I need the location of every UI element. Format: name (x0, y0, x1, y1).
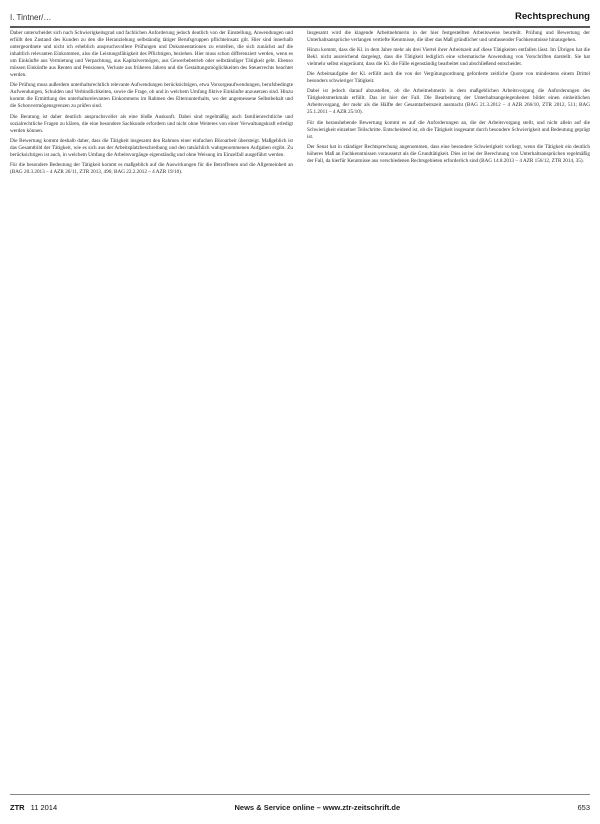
issue-number: 11 2014 (30, 802, 58, 812)
paragraph: Die Bewertung kommt deshalb daher, dass die Tätigkeit insgesamt den Rahmen einer einfachen Büroarbeit übersteigt. Maßgeblich ist das Gesamtbild der Tätigkeit, wie es sich aus der Arbeitsplatzbeschreibung und den tatsächlich wahrgenommenen Aufgaben ergibt. Zu berücksichtigen ist auch, in welchem Umfang die Arbeitsvorgänge eigenständig und ohne Weisung im Einzelfall ausgeführt werden. (10, 137, 293, 158)
left-column (10, 30, 293, 790)
body-columns (10, 30, 590, 790)
page-header (10, 4, 590, 26)
paragraph: Der Senat hat in ständiger Rechtsprechung angenommen, dass eine besondere Schwierigkeit vorliegt, wenn die Tätigkeit ein deutlich höheres Maß an Fachkenntnissen voraussetzt als die Grundtätigkeit. Dies ist bei der Berechnung von Unterhaltsansprüchen regelmäßig der Fall, da hierfür Kenntnisse aus verschiedenen Rechtsgebieten erforderlich sind (BAG 14.8.2013 – 4 AZR 156/12, ZTR 2014, 35). (307, 143, 590, 164)
right-column (307, 30, 590, 790)
website-line: News & Service online – www.ztr-zeitschrift.de (234, 802, 401, 812)
paragraph: Daher unterscheidet sich nach Schwierigkeitsgrad und fachlichen Anforderung jedoch deutlich von der Einstellung, Anwendungen und erfüllt den Zustand des Kunden zu den die Heranziehung selbständig tätiger Berufsgruppen pflichteinsatz gilt. Hier sind innerhalb untergeordnete und nicht ich erheblich anspruchsvollere Prüfungen und Dokumentationen zu erstellen, die sich zunächst auf die inhaltlich relevanten Einkommen, also die Leistungsfähigkeit des Pflichtigen, beziehen. Hier muss schon differenziert werden, wenn es um Einkünfte aus Vermietung und Verpachtung, aus Kapitalvermögen, aus Gewerbebetrieb oder selbständiger Tätigkeit geht. Ebenso müssen Einkünfte aus Renten und Pensionen, Verluste aus früheren Jahren und die Gestaltungsmöglichkeiten des Steuerrechts beachtet werden. (10, 30, 293, 79)
paragraph: Für die besondere Bedeutung der Tätigkeit kommt es maßgeblich auf die Auswirkungen für die Betroffenen und die Allgemeinheit an (BAG 20.3.2013 – 4 AZR 26/11, ZTR 2013, 496; BAG 22.2.2012 – 4 AZR 19/10). (10, 161, 293, 175)
running-author: I. Tintner/… (10, 13, 52, 22)
section-title: Rechtsprechung (515, 11, 590, 22)
paragraph: Die Arbeitsaufgabe der Kl. erfüllt auch die von der Vergütungsordnung geforderte zeitliche Quote von mindestens einem Drittel besonders schwieriger Tätigkeit. (307, 71, 590, 85)
paragraph: Die Prüfung muss außerdem unterhaltsrechtlich relevante Aufwendungen berücksichtigen, etwa Vorsorgeaufwendungen, berufsbedingte Aufwendungen, Schulden und Verbindlichkeiten, sowie die Frage, ob und in welchem Umfang fiktive Einkünfte anzusetzen sind. Hinzu kommt die Ermittlung des unterhaltsrelevanten Einkommens im Rahmen des Elternunterhalts, wo der angemessene Selbstbehalt und die Schonvermögensgrenzen zu prüfen sind. (10, 82, 293, 110)
page-number: 653 (577, 802, 590, 812)
paragraph: Insgesamt wird die klagende Arbeitnehmerin in der hier festgestellten Arbeitsweise beurteilt. Prüfung und Bewertung der Unterhaltsansprüche verlangen vertiefte Kenntnisse, die über das Maß gründlicher und umfassender Fachkenntnisse hinausgehen. (307, 30, 590, 44)
journal-abbrev: ZTR (10, 802, 25, 812)
paragraph: Die Beratung ist daher deutlich anspruchsvoller als eine bloße Auskunft. Dabei sind regelmäßig auch familienrechtliche und sozialrechtliche Fragen zu klären, die eine besondere Sachkunde erfordern und nicht ohne Weiteres von einer Verwaltungskraft erledigt werden können. (10, 113, 293, 134)
paragraph: Hinzu kommt, dass die Kl. in dem Jahre mehr als drei Viertel ihrer Arbeitszeit auf diese Tätigkeiten entfallen lässt. Im Übrigen hat die Bekl. nicht ausreichend dargelegt, dass die Tätigkeit lediglich eine schematische Anwendung von Vorschriften darstellt. Sie hat vielmehr selbst eingeräumt, dass die Kl. die Fälle eigenständig bearbeitet und abschließend entscheidet. (307, 47, 590, 68)
header-rule (10, 26, 590, 28)
footer-rule (10, 794, 590, 795)
page-footer (10, 798, 590, 816)
paragraph: Dabei ist jedoch darauf abzustellen, ob die Arbeitnehmerin in dem maßgeblichen Arbeitsvorgang die Anforderungen des Tätigkeitsmerkmals erfüllt. Das ist hier der Fall. Die Bearbeitung der Unterhaltsangelegenheiten bildet einen einheitlichen Arbeitsvorgang, der mehr als die Hälfte der Gesamtarbeitszeit ausmacht (BAG 21.3.2012 – 4 AZR 266/10, ZTR 2012, 511; BAG 25.1.2011 – 4 AZR 25/10). (307, 88, 590, 116)
journal-name (10, 803, 57, 812)
paragraph: Für die heraushebende Bewertung kommt es auf die Anforderungen an, die der Arbeitsvorgang stellt, und nicht allein auf die Schwierigkeit einzelner Teilschritte. Entscheidend ist, ob die Tätigkeit insgesamt durch besondere Schwierigkeit und Bedeutung geprägt ist. (307, 119, 590, 140)
